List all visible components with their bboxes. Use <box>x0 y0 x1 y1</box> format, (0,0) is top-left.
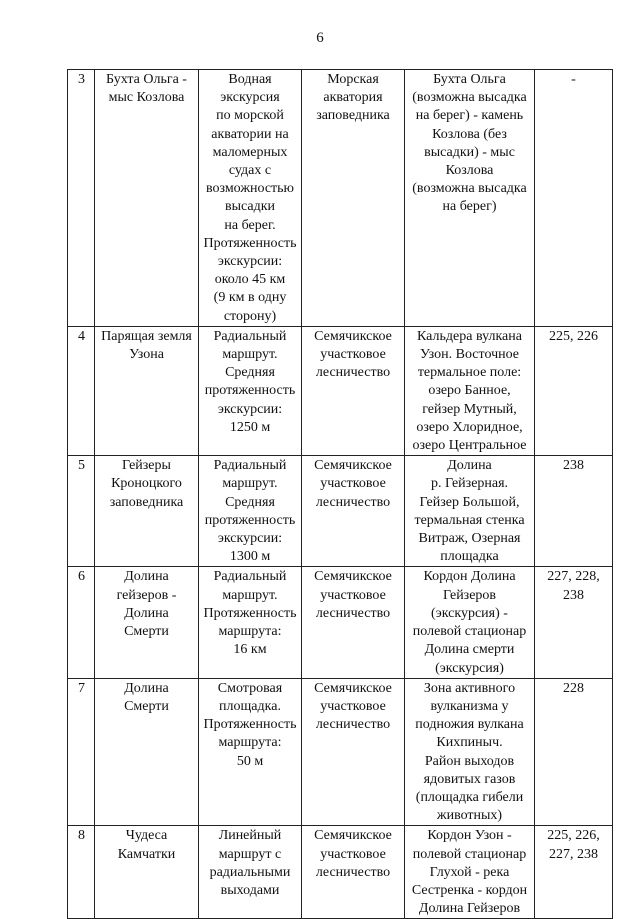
route-name-line: гейзеров - <box>116 587 177 603</box>
route-location-line: заповедника <box>316 108 390 124</box>
route-description-line: Глухой - река <box>429 864 510 880</box>
route-name-line: Камчатки <box>117 846 176 862</box>
route-name-cell <box>95 567 199 678</box>
route-description-line: Долина Гейзеров <box>418 901 521 917</box>
row-number: 7 <box>68 678 95 826</box>
route-type-line: Водная <box>228 72 272 87</box>
route-type-cell <box>199 456 302 567</box>
route-description-line: Кордон Узон - <box>427 828 512 844</box>
route-location-cell <box>302 567 405 678</box>
route-name-cell <box>95 678 199 826</box>
route-location-cell <box>302 326 405 455</box>
route-description-line: Козлова <box>445 163 494 179</box>
route-name-line: мыс Козлова <box>108 90 185 106</box>
route-name-cell <box>95 70 199 327</box>
route-type-cell <box>199 678 302 826</box>
route-type-line: маршрута: <box>218 735 282 751</box>
route-type-cell <box>199 567 302 678</box>
route-description-line: Сестренка - кордон <box>411 882 528 898</box>
route-type-line: сторону) <box>223 308 277 324</box>
route-description-line: озеро Центральное <box>412 438 527 454</box>
route-name-cell <box>95 456 199 567</box>
route-description-line: ядовитых газов <box>423 771 516 787</box>
route-description-line: термальная стенка <box>414 512 525 528</box>
route-description-line: озеро Хлоридное, <box>416 419 523 435</box>
route-quarters-line: 227, 238 <box>549 846 598 862</box>
route-description-line: р. Гейзерная. <box>430 476 509 492</box>
route-type-line: Смотровая <box>217 680 283 696</box>
route-quarters-cell <box>535 326 613 455</box>
route-description-line: Гейзеров <box>442 587 497 603</box>
route-type-line: выходами <box>220 882 280 898</box>
route-location-line: лесничество <box>315 605 391 621</box>
route-type-line: маршрута: <box>218 624 282 640</box>
route-description-line: (площадка гибели <box>415 789 524 805</box>
route-quarters-line: 238 <box>563 587 584 603</box>
route-name-line: Смерти <box>124 698 169 714</box>
route-type-line: (9 км в одну <box>213 290 287 306</box>
route-description-cell <box>405 70 535 327</box>
route-name-line: Смерти <box>124 624 169 640</box>
route-description-cell <box>405 326 535 455</box>
table-row <box>68 326 613 455</box>
table-row <box>68 70 613 327</box>
route-location-line: лесничество <box>315 717 391 733</box>
route-location-line: участковое <box>320 476 386 492</box>
route-description-line: Кордон Долина <box>423 569 516 585</box>
route-description-cell <box>405 456 535 567</box>
route-type-line: Радиальный <box>213 458 287 474</box>
route-type-line: Протяженность <box>203 235 297 251</box>
route-type-line: акватории на <box>211 126 289 142</box>
route-type-line: протяженность <box>204 383 296 399</box>
route-type-line: экскурсии: <box>217 254 283 270</box>
route-description-line: Район выходов <box>424 753 515 769</box>
route-quarters-line: 238 <box>563 458 584 474</box>
route-name-line: Долина <box>124 680 169 696</box>
route-name-cell <box>95 326 199 455</box>
route-description-line: Узон. Восточное <box>419 347 519 363</box>
route-type-line: Средняя <box>225 365 275 381</box>
route-description-line: озеро Банное, <box>428 383 511 399</box>
route-description-line: Кихпиныч. <box>436 735 503 751</box>
route-description-line: Зона активного <box>423 680 516 696</box>
route-description-line: полевой стационар <box>412 624 527 640</box>
route-description-line: животных) <box>436 808 503 824</box>
row-number: 4 <box>68 326 95 455</box>
route-type-line: маршрут. <box>222 476 278 492</box>
route-description-line: вулканизма у <box>430 698 509 714</box>
route-type-line: на берег. <box>224 217 276 233</box>
route-name-line: Кроноцкого <box>111 476 182 492</box>
row-number: 3 <box>68 70 95 327</box>
route-type-line: Линейный <box>218 828 282 844</box>
route-name-line: Долина <box>124 569 169 585</box>
route-type-line: около 45 км <box>214 272 286 288</box>
route-location-line: участковое <box>320 347 386 363</box>
route-quarters-cell <box>535 456 613 567</box>
route-description-line: подножия вулкана <box>415 717 524 733</box>
route-quarters-line: 225, 226 <box>549 328 598 344</box>
route-description-line: Витраж, Озерная <box>418 531 521 547</box>
route-quarters-line: - <box>571 72 576 87</box>
route-location-line: Семячикское <box>314 680 392 696</box>
route-name-line: Гейзеры <box>122 458 171 474</box>
route-type-line: по морской <box>216 108 284 124</box>
route-quarters-cell <box>535 567 613 678</box>
route-description-line: на берег) - камень <box>415 108 524 124</box>
routes-table-body <box>68 70 613 919</box>
route-name-line: Долина <box>124 605 169 621</box>
route-description-cell <box>405 567 535 678</box>
route-quarters-cell <box>535 70 613 327</box>
route-location-line: участковое <box>320 698 386 714</box>
table-row <box>68 567 613 678</box>
route-name-line: Чудеса <box>125 828 168 844</box>
route-description-line: (возможна высадка <box>412 90 527 106</box>
route-type-line: 1300 м <box>229 549 271 565</box>
page-number: 6 <box>316 30 324 46</box>
route-name-line: Парящая земля <box>101 328 192 344</box>
route-quarters-line: 225, 226, <box>547 828 600 844</box>
route-type-cell <box>199 326 302 455</box>
route-location-line: участковое <box>320 587 386 603</box>
route-location-line: лесничество <box>315 864 391 880</box>
route-type-line: маршрут. <box>222 587 278 603</box>
route-description-line: Козлова (без <box>432 126 507 142</box>
route-location-cell <box>302 70 405 327</box>
route-location-line: Семячикское <box>314 458 392 474</box>
route-location-line: акватория <box>323 90 383 106</box>
route-location-line: участковое <box>320 846 386 862</box>
route-location-line: Морская <box>327 72 379 87</box>
row-number: 5 <box>68 456 95 567</box>
route-quarters-cell <box>535 678 613 826</box>
table-row <box>68 678 613 826</box>
route-name-line: Бухта Ольга - <box>106 72 187 87</box>
route-location-line: лесничество <box>315 494 391 510</box>
route-location-line: Семячикское <box>314 828 392 844</box>
route-type-line: 50 м <box>236 753 264 769</box>
route-type-line: экскурсии: <box>217 531 283 547</box>
route-type-line: маломерных <box>212 144 288 160</box>
routes-table <box>67 69 613 919</box>
route-type-line: маршрут с <box>218 846 282 862</box>
route-type-line: высадки <box>224 199 276 215</box>
route-type-line: 1250 м <box>229 419 271 435</box>
route-location-line: Семячикское <box>314 328 392 344</box>
route-location-cell <box>302 678 405 826</box>
row-number: 8 <box>68 826 95 919</box>
route-type-line: Протяженность <box>203 605 297 621</box>
route-description-line: Бухта Ольга <box>433 72 506 87</box>
route-quarters-line: 227, 228, <box>547 569 600 585</box>
route-location-line: лесничество <box>315 365 391 381</box>
route-description-line: площадка <box>440 549 499 565</box>
route-description-line: высадки) - мыс <box>424 144 515 160</box>
route-name-line: Узона <box>129 347 164 363</box>
route-description-line: Кальдера вулкана <box>417 328 522 344</box>
route-type-line: Протяженность <box>203 717 297 733</box>
route-type-line: протяженность <box>204 512 296 528</box>
route-type-line: экскурсия <box>220 90 280 106</box>
route-location-cell <box>302 456 405 567</box>
route-description-line: гейзер Мутный, <box>422 401 517 417</box>
route-description-line: полевой стационар <box>412 846 527 862</box>
route-description-line: термальное поле: <box>417 365 522 381</box>
route-type-line: 16 км <box>233 642 267 658</box>
route-type-line: Радиальный <box>213 569 287 585</box>
route-type-cell <box>199 70 302 327</box>
route-description-line: Гейзер Большой, <box>419 494 520 510</box>
route-description-line: Долина смерти <box>424 642 515 658</box>
route-description-line: Долина <box>447 458 492 474</box>
route-location-line: Семячикское <box>314 569 392 585</box>
route-type-line: площадка. <box>219 698 281 714</box>
route-type-line: маршрут. <box>222 347 278 363</box>
route-type-line: Радиальный <box>213 328 287 344</box>
route-type-line: экскурсии: <box>217 401 283 417</box>
table-row <box>68 456 613 567</box>
route-type-line: возможностью <box>205 181 295 197</box>
row-number: 6 <box>68 567 95 678</box>
route-type-line: радиальными <box>209 864 291 880</box>
route-description-line: (возможна высадка <box>412 181 527 197</box>
route-description-line: (экскурсия) - <box>431 605 508 621</box>
route-type-line: Средняя <box>225 494 275 510</box>
route-type-line: судах с <box>228 163 272 179</box>
route-description-line: на берег) <box>442 199 497 215</box>
route-name-line: заповедника <box>109 494 184 510</box>
route-description-line: (экскурсия) <box>435 660 504 676</box>
route-quarters-line: 228 <box>563 680 584 696</box>
route-description-cell <box>405 678 535 826</box>
